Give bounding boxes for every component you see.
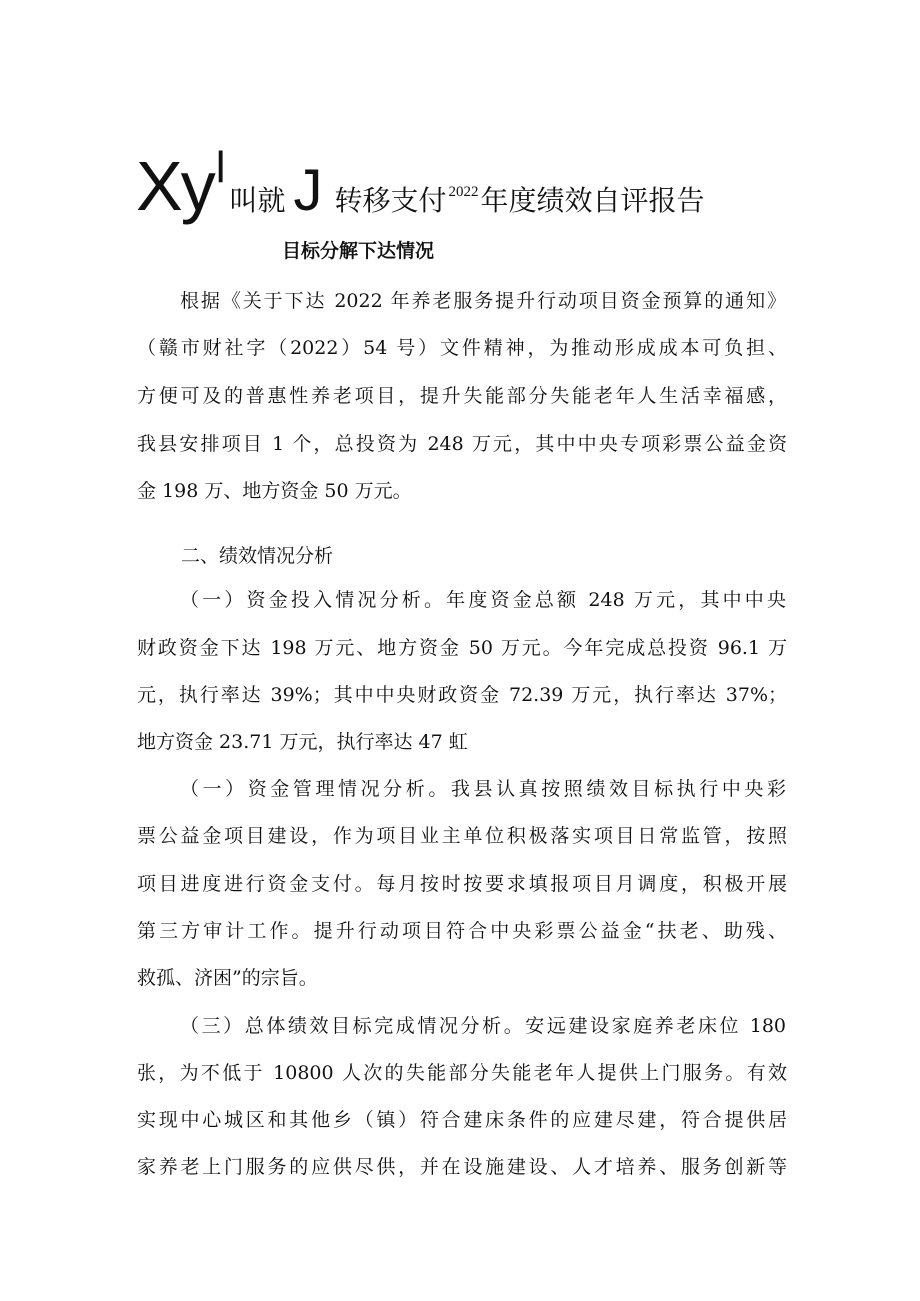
para3-line: （三）总体绩效目标完成情况分析。安远建设家庭养老床位 180: [180, 1015, 786, 1037]
section1-line: 金 198 万、地方资金 50 万元。: [137, 480, 412, 502]
para1-line: 元，执行率达 39%；其中中央财政资金 72.39 万元，执行率达 37%；: [137, 684, 787, 706]
para3-line: 家养老上门服务的应供尽供，并在设施建设、人才培养、服务创新等: [137, 1156, 787, 1178]
title-part-4: J: [293, 158, 323, 223]
section1-heading: 目标分解下达情况: [282, 240, 435, 262]
title-part-2: l: [215, 143, 224, 192]
para3-line: 张，为不低于 10800 人次的失能部分失能老年人提供上门服务。有效: [137, 1062, 787, 1084]
title-part-3: 叫就: [229, 184, 286, 217]
para3-line: 实现中心城区和其他乡（镇）符合建床条件的应建尽建，符合提供居: [137, 1109, 787, 1131]
title-year: 2022: [448, 184, 479, 200]
section1-line: 方便可及的普惠性养老项目，提升失能部分失能老年人生活幸福感，: [137, 385, 787, 407]
title-part-5: 转移支付: [334, 184, 447, 217]
section1-line: （赣市财社字（2022）54 号）文件精神，为推动形成成本可负担、: [137, 337, 787, 359]
para1-line: 财政资金下达 198 万元、地方资金 50 万元。今年完成总投资 96.1 万: [137, 637, 787, 659]
para2-line: （一）资金管理情况分析。我县认真按照绩效目标执行中央彩: [180, 778, 786, 800]
para1-line: 地方资金 23.71 万元，执行率达 47 虹: [137, 731, 468, 753]
para1-line: （一）资金投入情况分析。年度资金总额 248 万元，其中中央: [180, 589, 786, 611]
title-part-6: 年度绩效自评报告: [480, 184, 705, 217]
para2-line: 项目进度进行资金支付。每月按时按要求填报项目月调度，积极开展: [137, 873, 787, 895]
section1-line: 根据《关于下达 2022 年养老服务提升行动项目资金预算的通知》: [180, 290, 786, 312]
section1-line: 我县安排项目 1 个，总投资为 248 万元，其中中央专项彩票公益金资: [137, 433, 787, 455]
para2-line: 第三方审计工作。提升行动项目符合中央彩票公益金“扶老、助残、: [137, 920, 787, 942]
para2-line: 救孤、济困”的宗旨。: [137, 967, 318, 989]
section2-heading: 二、绩效情况分析: [181, 545, 334, 567]
document-title: [136, 128, 705, 225]
para2-line: 票公益金项目建设，作为项目业主单位积极落实项目日常监管，按照: [137, 825, 787, 847]
title-part-1: Xy: [136, 147, 214, 225]
